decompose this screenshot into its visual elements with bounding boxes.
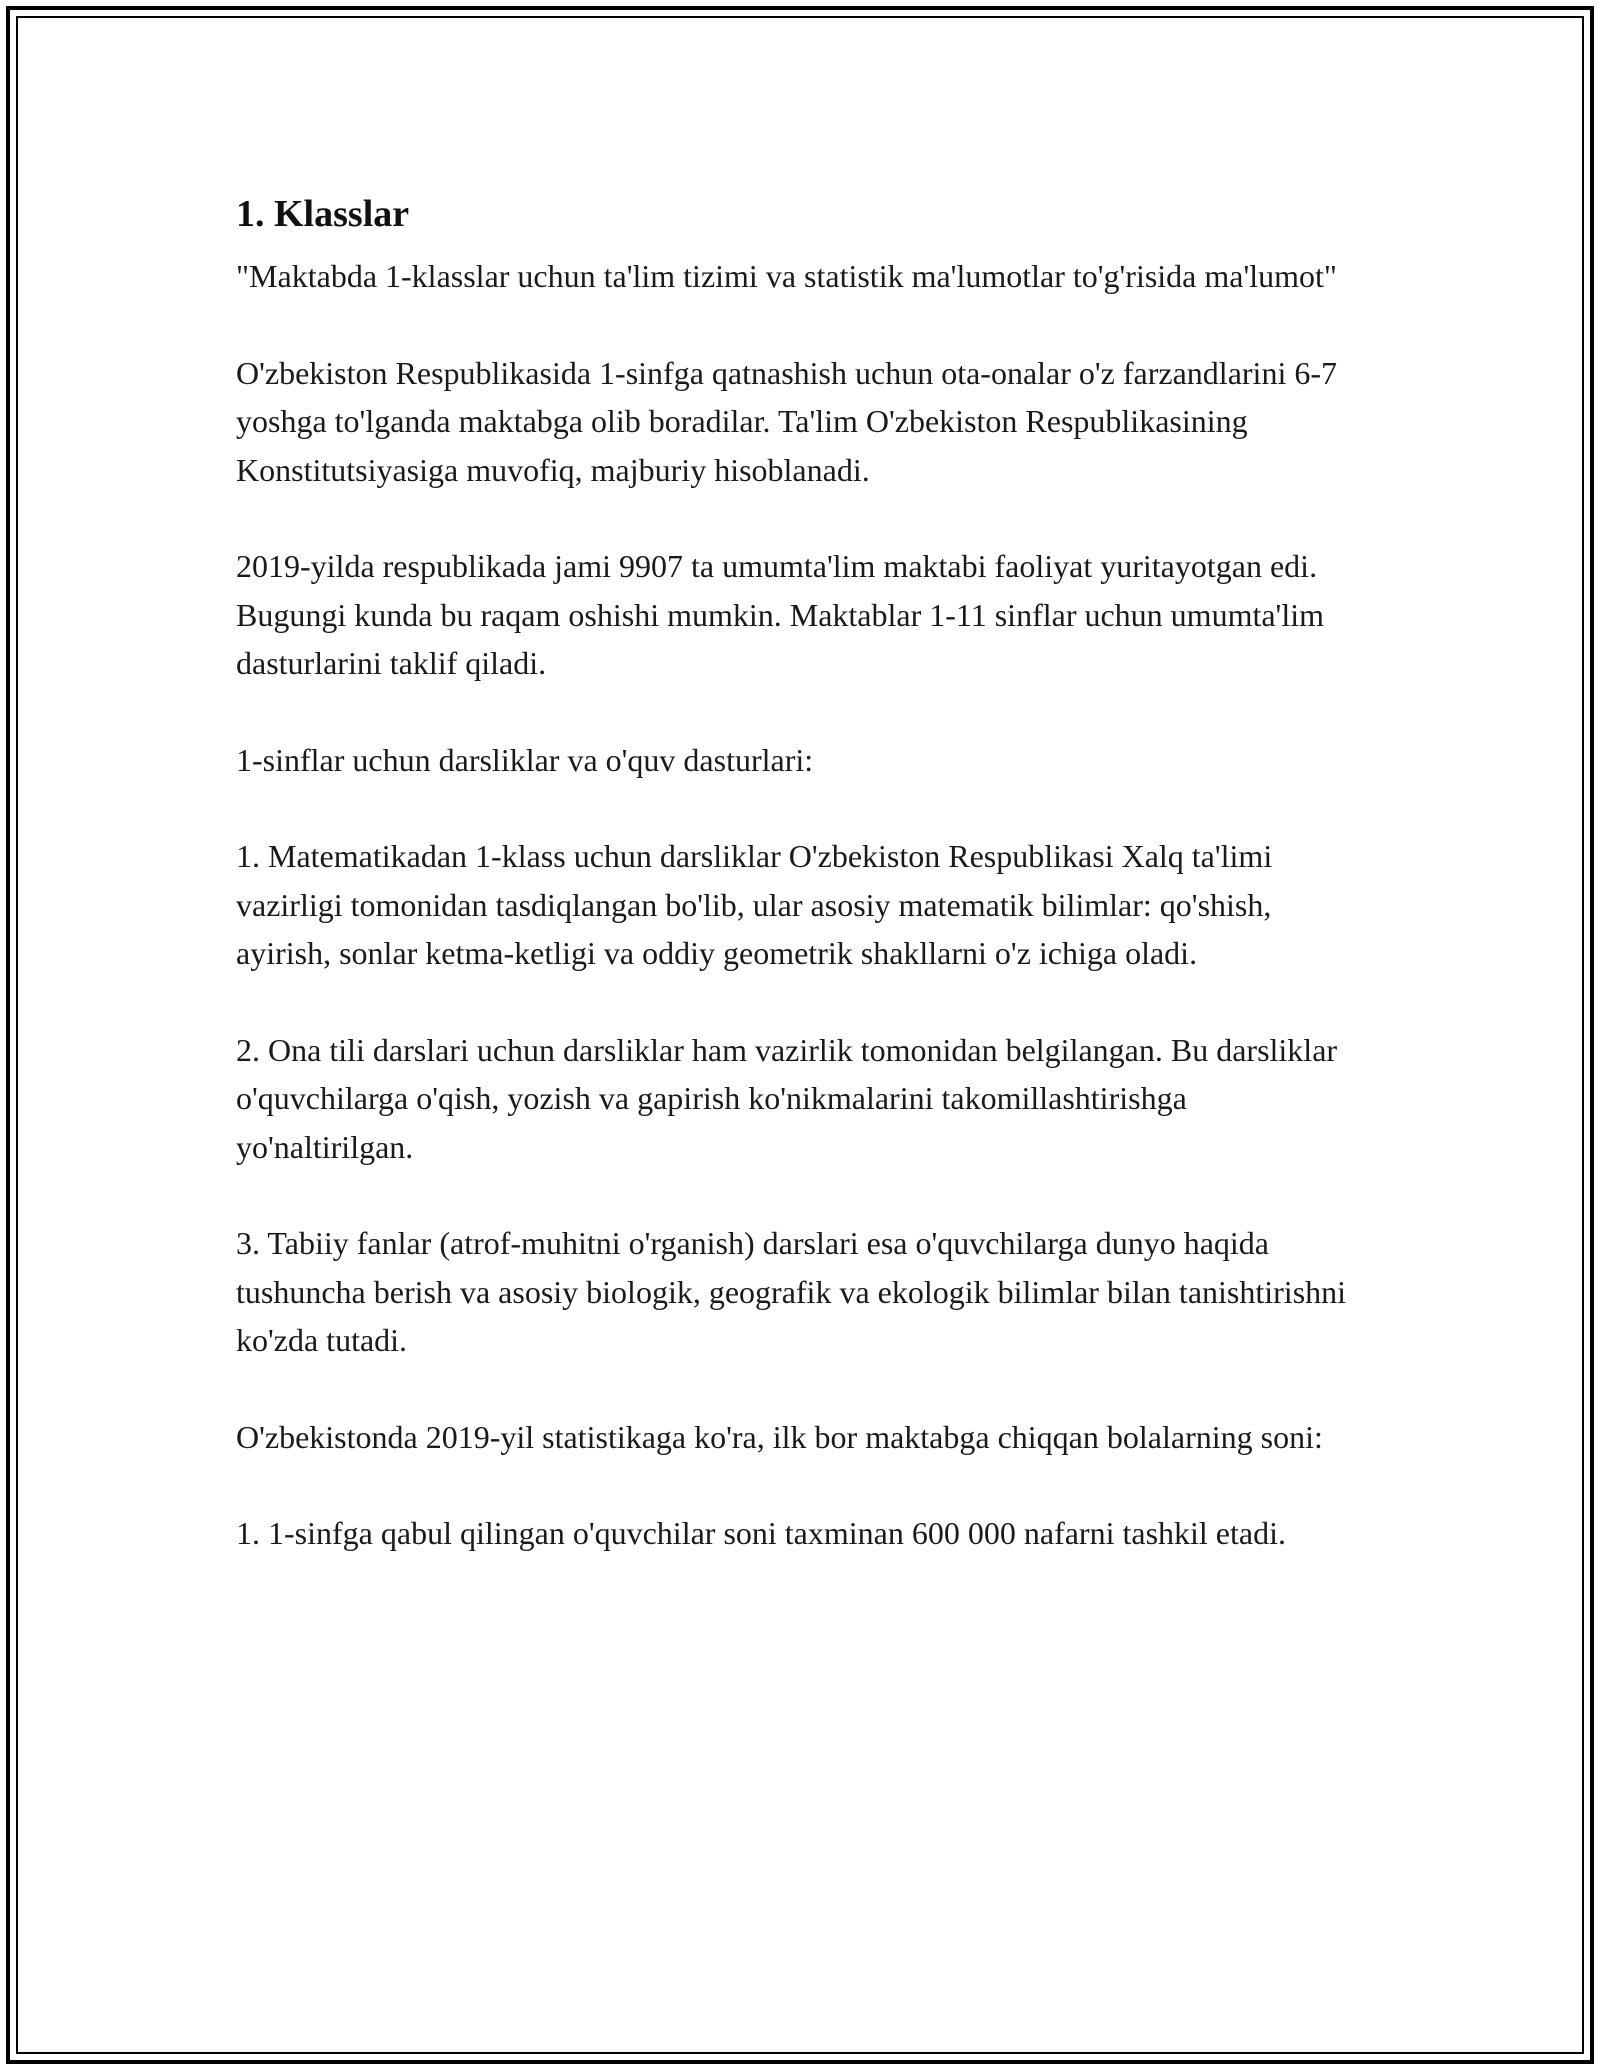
schools-statistics-paragraph: 2019-yilda respublikada jami 9907 ta umumta'lim maktabi faoliyat yuritayotgan edi. Bugungi kunda bu raqam oshishi mumkin. Maktablar 1-11 sinflar uchun umumta'lim dasturlarini taklif qiladi. [236, 548, 1324, 681]
native-language-item: 2. Ona tili darslari uchun darsliklar ham vazirlik tomonidan belgilangan. Bu darsliklar o'quvchilarga o'qish, yozish va gapirish ko'nikmalarini takomillashtirishga yo'naltirilgan. [236, 1031, 1338, 1165]
section-heading: 1. Klasslar [236, 193, 410, 235]
intro-paragraph: O'zbekiston Respublikasida 1-sinfga qatnashish uchun ota-onalar o'z farzandlarini 6-7 yoshga to'lganda maktabga olib boradilar. Ta'lim O'zbekiston Respublikasining Konstitutsiyasiga muvofiq, majburiy hisoblanadi. [236, 354, 1337, 488]
enrollment-count-item: 1. 1-sinfga qabul qilingan o'quvchilar soni taxminan 600 000 nafarni tashkil etadi. [236, 1515, 1286, 1551]
natural-sciences-item: 3. Tabiiy fanlar (atrof-muhitni o'rganish) darslari esa o'quvchilarga dunyo haqida tushuncha berish va asosiy biologik, geografik va ekologik bilimlar bilan tanishtirishni ko'zda tutadi. [236, 1225, 1347, 1358]
document-body [236, 186, 1366, 1606]
textbooks-intro-paragraph: 1-sinflar uchun darsliklar va o'quv dasturlari: [236, 741, 814, 778]
math-textbooks-item: 1. Matematikadan 1-klass uchun darsliklar O'zbekiston Respublikasi Xalq ta'limi vazirligi tomonidan tasdiqlangan bo'lib, ular asosiy matematik bilimlar: qo'shish, ayirish, sonlar ketma-ketligi va oddiy geometrik shakllarni o'z ichiga oladi. [236, 838, 1273, 971]
document-subtitle: "Maktabda 1-klasslar uchun ta'lim tizimi va statistik ma'lumotlar to'g'risida ma'lumot" [236, 258, 1337, 294]
statistics-intro-paragraph: O'zbekistonda 2019-yil statistikaga ko'ra, ilk bor maktabga chiqqan bolalarning soni: [236, 1418, 1323, 1455]
